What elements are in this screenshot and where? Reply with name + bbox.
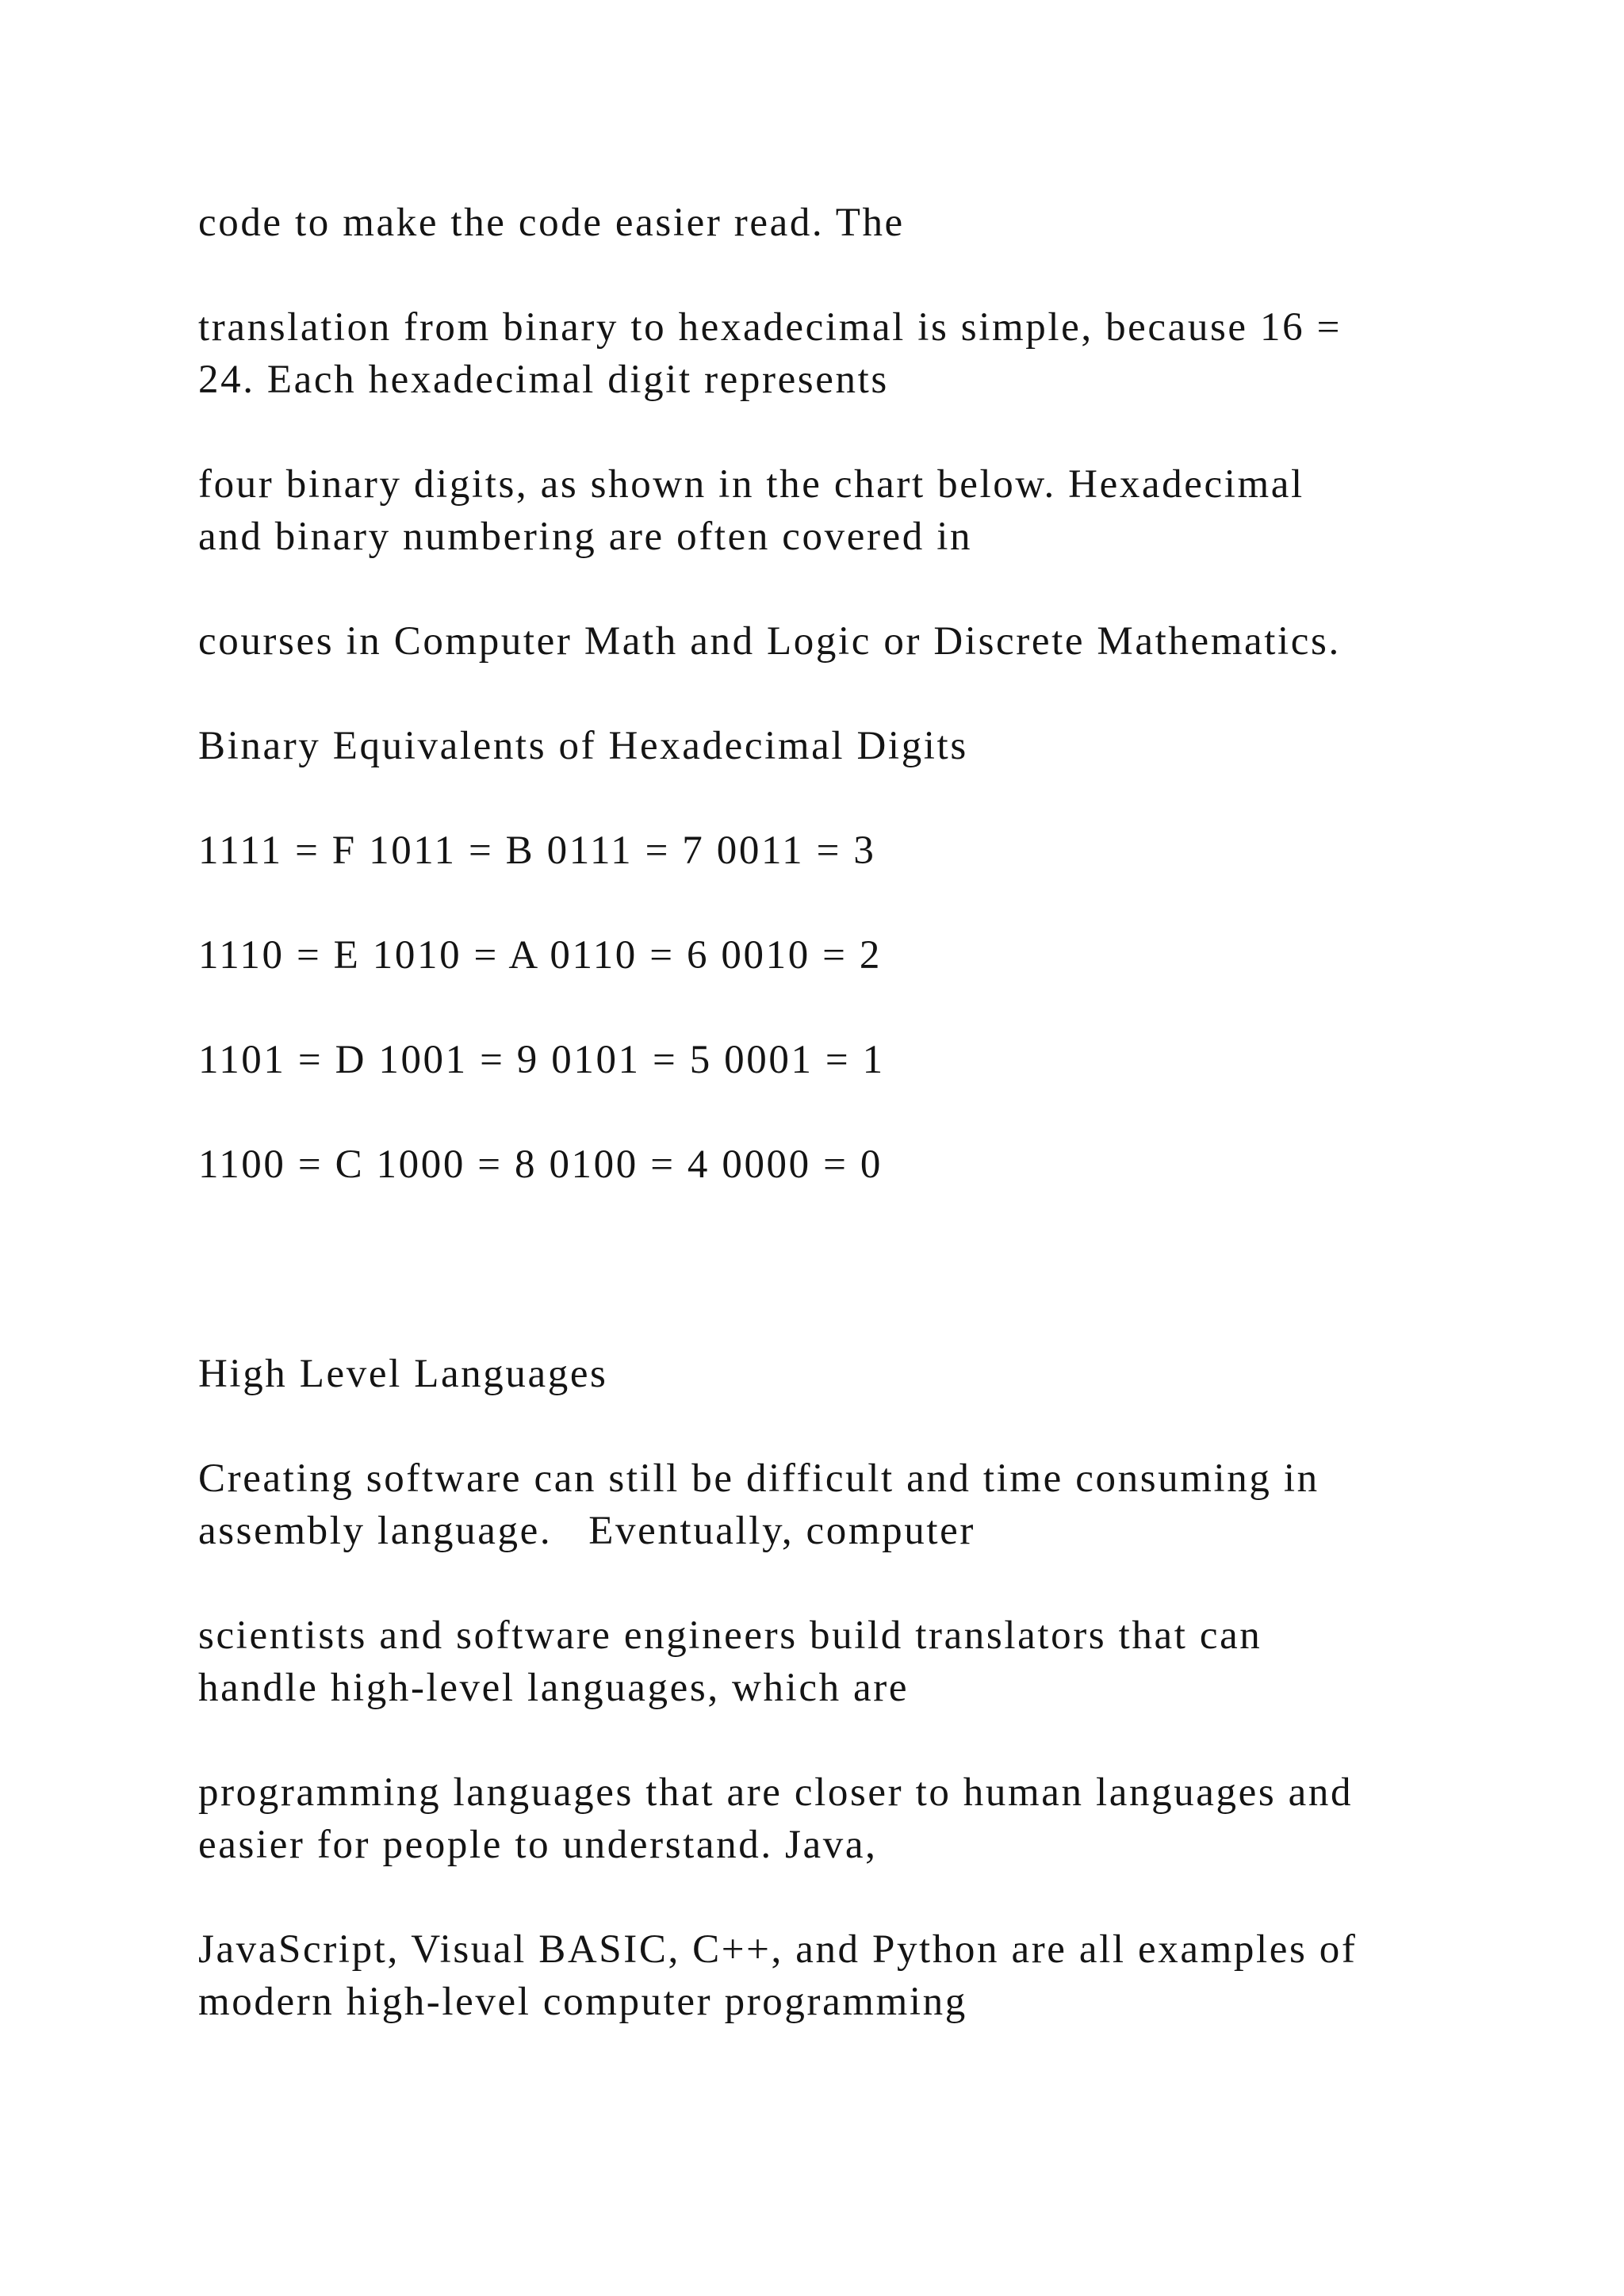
hex-table-row (198, 1138, 1467, 1191)
paragraph (198, 301, 1467, 406)
paragraph (198, 458, 1467, 563)
section-heading: Binary Equivalents of Hexadecimal Digits (198, 724, 968, 768)
paragraph (198, 1609, 1467, 1714)
paragraph (198, 1923, 1467, 2028)
hex-table-row (198, 1034, 1467, 1086)
text-line: translation from binary to hexadecimal is simple, because 16 = (198, 305, 1342, 350)
paragraph (198, 615, 1467, 668)
text-line: Creating software can still be difficult and time consuming in (198, 1456, 1320, 1501)
text-line: four binary digits, as shown in the chart below. Hexadecimal (198, 462, 1304, 507)
text-line: 1100 = C 1000 = 8 0100 = 4 0000 = 0 (198, 1142, 883, 1187)
text-line: 1101 = D 1001 = 9 0101 = 5 0001 = 1 (198, 1038, 885, 1082)
hex-table-row (198, 929, 1467, 982)
section-heading (198, 1348, 1467, 1400)
text-line: courses in Computer Math and Logic or Discrete Mathematics. (198, 619, 1341, 664)
text-line: High Level Languages (198, 1352, 608, 1396)
paragraph (198, 1452, 1467, 1557)
text-line: scientists and software engineers build translators that can (198, 1613, 1262, 1658)
text-line: and binary numbering are often covered in (198, 515, 973, 559)
text-line: 24. Each hexadecimal digit represents (198, 358, 889, 402)
text-line: easier for people to understand. Java, (198, 1823, 878, 1867)
hex-table-row (198, 825, 1467, 877)
paragraph (198, 1766, 1467, 1871)
text-line: 1111 = F 1011 = B 0111 = 7 0011 = 3 (198, 828, 876, 873)
text-line: programming languages that are closer to human languages and (198, 1770, 1354, 1815)
text-line: handle high-level languages, which are (198, 1666, 910, 1710)
paragraph (198, 197, 1467, 249)
text-line: code to make the code easier read. The (198, 201, 905, 245)
text-line: modern high-level computer programming (198, 1980, 967, 2024)
text-line: assembly language. Eventually, computer (198, 1509, 975, 1553)
text-line: 1110 = E 1010 = A 0110 = 6 0010 = 2 (198, 933, 882, 978)
text-line: JavaScript, Visual BASIC, C++, and Python are all examples of (198, 1927, 1358, 1972)
paragraph (198, 720, 1467, 772)
